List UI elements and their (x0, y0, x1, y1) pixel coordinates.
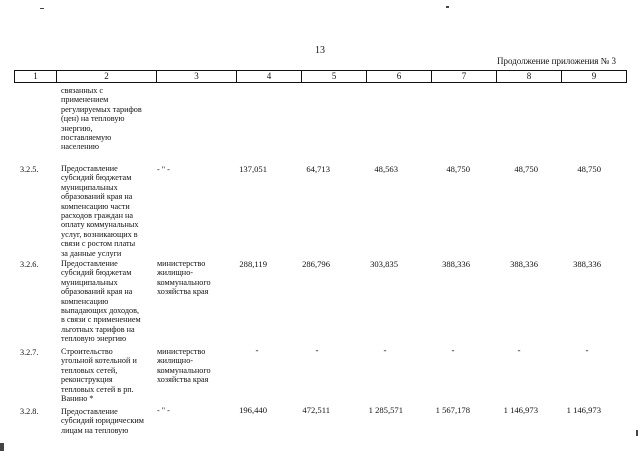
column-header-cell: 7 (432, 71, 497, 83)
row-description: Предоставление субсидий юридическим лицам на тепловую (61, 407, 144, 435)
scan-speck (636, 430, 638, 436)
value-cell: 48,563 (374, 164, 398, 174)
column-header-cell: 6 (367, 71, 432, 83)
row-executor: - " - (157, 165, 170, 174)
value-cell: - (585, 345, 589, 355)
row-code: 3.2.6. (20, 260, 39, 269)
row-executor: министерство жилищно- коммунального хозяйства края (157, 347, 211, 385)
appendix-note: Продолжение приложения № 3 (496, 56, 616, 66)
value-cell: 48,750 (514, 164, 538, 174)
value-cell: 137,051 (239, 164, 267, 174)
value-cell: - (383, 345, 387, 355)
column-header-cell: 8 (497, 71, 562, 83)
value-cell: 1 567,178 (435, 405, 470, 415)
value-cell: - (451, 345, 455, 355)
column-header-cell: 4 (237, 71, 302, 83)
scan-speck (40, 8, 44, 9)
value-cell: - (315, 345, 319, 355)
row-description: Строительство угольной котельной и тепловых сетей, реконструкция тепловых сетей в рп. Ванино * (61, 347, 137, 404)
value-cell: 1 146,973 (503, 405, 538, 415)
row-code: 3.2.8. (20, 407, 39, 416)
row-code: 3.2.7. (20, 348, 39, 357)
value-cell: 48,750 (577, 164, 601, 174)
page-number: 13 (315, 45, 325, 56)
value-cell: 388,336 (442, 259, 470, 269)
value-cell: 1 285,571 (368, 405, 403, 415)
value-cell: - (255, 345, 259, 355)
scan-speck (446, 6, 449, 8)
row-code: 3.2.5. (20, 165, 39, 174)
scan-speck (0, 443, 4, 451)
value-cell: 288,119 (239, 259, 267, 269)
column-header-cell: 1 (15, 71, 57, 83)
value-cell: 64,713 (306, 164, 330, 174)
value-cell: 303,835 (370, 259, 398, 269)
value-cell: 388,336 (510, 259, 538, 269)
value-cell: 388,336 (573, 259, 601, 269)
column-header-cell: 9 (562, 71, 627, 83)
value-cell: 48,750 (446, 164, 470, 174)
value-cell: 1 146,973 (566, 405, 601, 415)
value-cell: 196,440 (239, 405, 267, 415)
row-executor: - " - (157, 406, 170, 415)
column-number-header (14, 70, 627, 83)
value-cell: 472,511 (302, 405, 330, 415)
column-header-cell: 2 (57, 71, 157, 83)
column-header-cell: 5 (302, 71, 367, 83)
row-description: Предоставление субсидий бюджетам муниципальных образований края на компенсацию выпадающих доходов, в связи с применением льготных тарифов на тепловую энергию (61, 259, 141, 344)
column-header-cell: 3 (157, 71, 237, 83)
value-cell: 286,796 (302, 259, 330, 269)
value-cell: - (517, 345, 521, 355)
continuation-text: связанных с применением регулируемых тарифов (цен) на тепловую энергию, поставляемую населению (61, 86, 142, 152)
row-description: Предоставление субсидий бюджетам муниципальных образований края на компенсацию части расходов граждан на оплату коммунальных услуг, возникающих в связи с ростом платы за данные услуги (61, 164, 139, 258)
row-executor: министерство жилищно- коммунального хозяйства края (157, 259, 211, 297)
